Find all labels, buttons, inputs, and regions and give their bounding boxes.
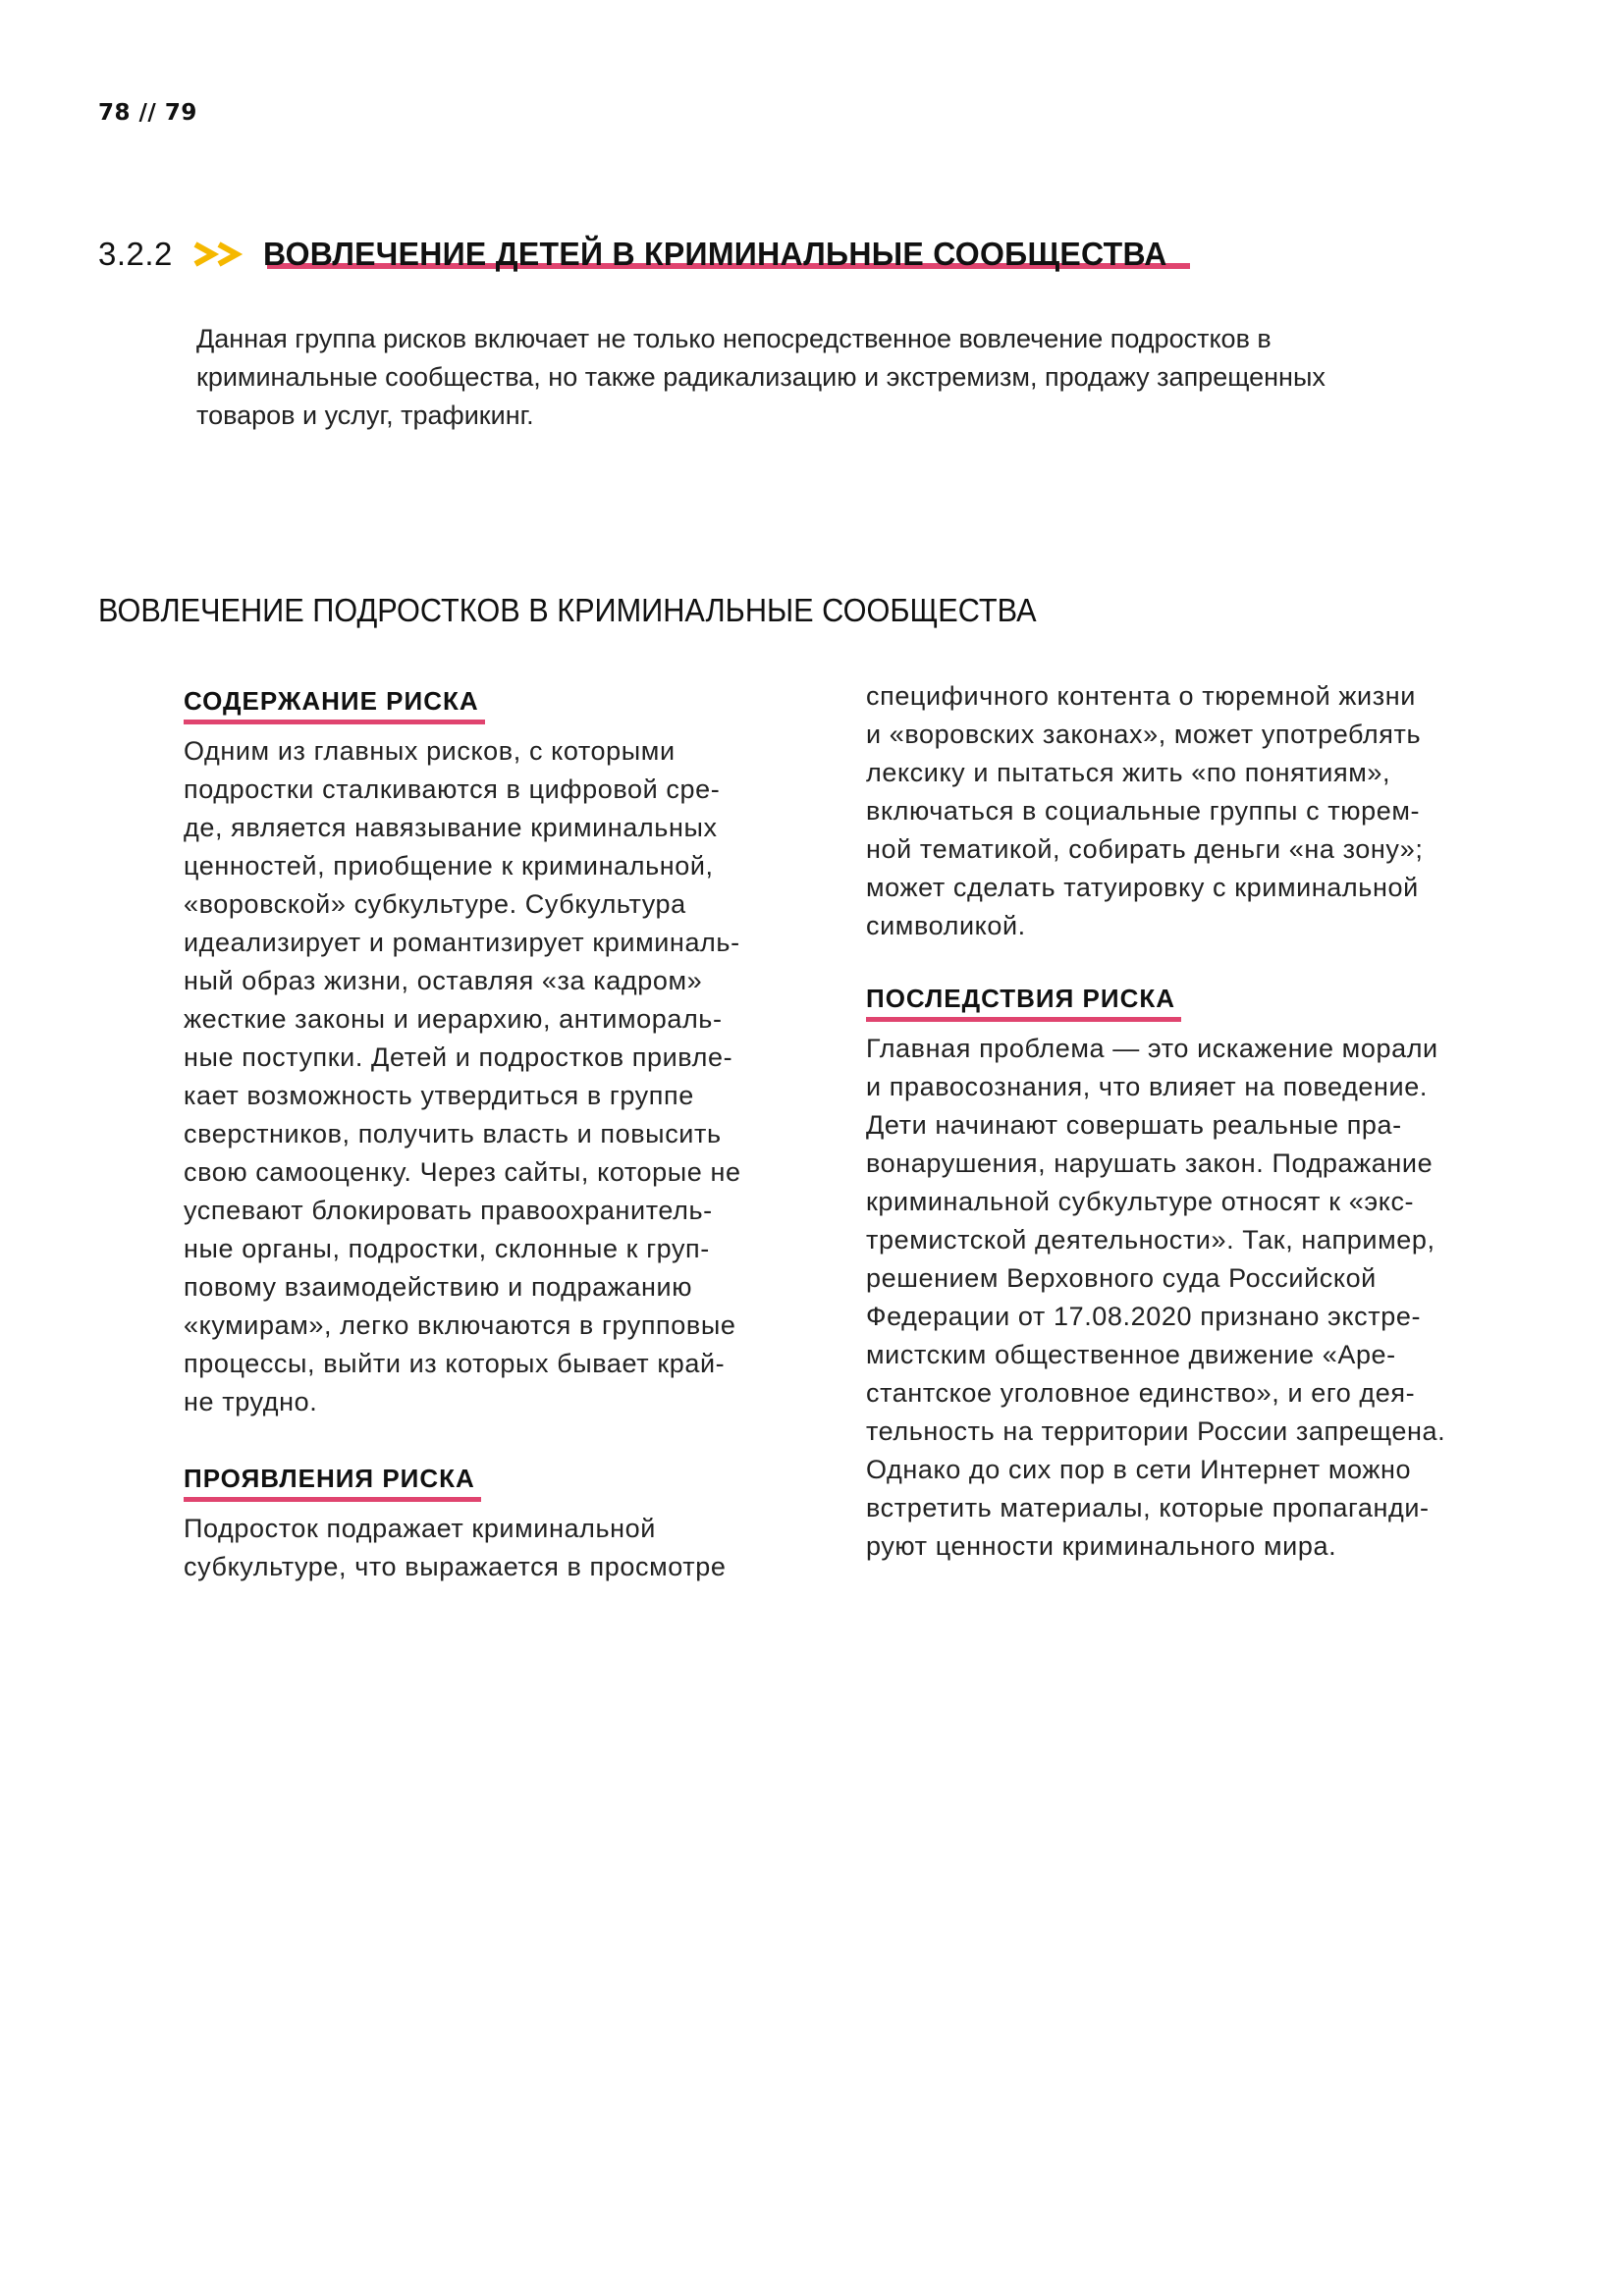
text-line: мистским общественное движение «Аре- xyxy=(866,1340,1396,1369)
text-line: «кумирам», легко включаются в групповые xyxy=(184,1310,736,1340)
text-line: Дети начинают совершать реальные пра- xyxy=(866,1110,1402,1140)
text-line: включаться в социальные группы с тюрем- xyxy=(866,796,1421,826)
heading-underline xyxy=(184,1497,481,1502)
text-line: не трудно. xyxy=(184,1387,318,1416)
text-line: подростки сталкиваются в цифровой сре- xyxy=(184,774,721,804)
left-column xyxy=(184,683,812,1586)
text-line: Подросток подражает криминальной xyxy=(184,1514,656,1543)
text-line: Одним из главных рисков, с которыми xyxy=(184,736,676,766)
risk-content-text xyxy=(184,732,812,1421)
risk-content-block xyxy=(184,683,812,1421)
text-line: субкультуре, что выражается в просмотре xyxy=(184,1552,727,1581)
double-chevron-right-icon xyxy=(192,240,244,269)
text-line: Однако до сих пор в сети Интернет можно xyxy=(866,1455,1412,1484)
risk-consequences-text xyxy=(866,1030,1494,1566)
right-column xyxy=(866,683,1494,1566)
text-line: тремистской деятельности». Так, например, xyxy=(866,1225,1435,1255)
intro-line: товаров и услуг, трафикинг. xyxy=(196,400,534,430)
text-line: повому взаимодействию и подражанию xyxy=(184,1272,693,1302)
heading-underline xyxy=(866,1017,1181,1022)
text-line: специфичного контента о тюремной жизни xyxy=(866,681,1416,711)
text-line: криминальной субкультуре относят к «экс- xyxy=(866,1187,1415,1216)
text-line: и «воровских законах», может употреблять xyxy=(866,720,1422,749)
text-line: процессы, выйти из которых бывает край- xyxy=(184,1349,726,1378)
text-line: успевают блокировать правоохранитель- xyxy=(184,1196,713,1225)
section-number: 3.2.2 xyxy=(98,236,173,272)
text-line: ные поступки. Детей и подростков привле- xyxy=(184,1042,733,1072)
text-line: кает возможность утвердиться в группе xyxy=(184,1081,694,1110)
heading-underline xyxy=(184,720,485,724)
subsection-title: ВОВЛЕЧЕНИЕ ПОДРОСТКОВ В КРИМИНАЛЬНЫЕ СООБЩЕСТВА xyxy=(98,592,1037,628)
section-heading xyxy=(98,230,1195,279)
risk-manifestations-text xyxy=(184,1510,812,1586)
text-line: лексику и пытаться жить «по понятиям», xyxy=(866,758,1391,787)
text-line: символикой. xyxy=(866,911,1026,940)
text-line: встретить материалы, которые пропаганди- xyxy=(866,1493,1430,1522)
text-line: ценностей, приобщение к криминальной, xyxy=(184,851,714,881)
heading-text: СОДЕРЖАНИЕ РИСКА xyxy=(184,686,479,716)
section-intro xyxy=(196,320,1492,435)
text-line: жесткие законы и иерархию, антимораль- xyxy=(184,1004,723,1034)
text-line: сверстников, получить власть и повысить xyxy=(184,1119,722,1148)
intro-line: криминальные сообщества, но также радикализацию и экстремизм, продажу запрещенных xyxy=(196,362,1326,392)
page-number: 78 // 79 xyxy=(98,100,197,126)
risk-consequences-heading xyxy=(866,981,1175,1016)
risk-consequences-block xyxy=(866,981,1494,1566)
heading-text: ПРОЯВЛЕНИЯ РИСКА xyxy=(184,1464,475,1493)
text-line: ной тематикой, собирать деньги «на зону»; xyxy=(866,834,1424,864)
text-line: Федерации от 17.08.2020 признано экстре- xyxy=(866,1302,1422,1331)
text-line: идеализирует и романтизирует криминаль- xyxy=(184,928,740,957)
section-title: ВОВЛЕЧЕНИЕ ДЕТЕЙ В КРИМИНАЛЬНЫЕ СООБЩЕСТВА xyxy=(262,236,1167,272)
text-line: руют ценности криминального мира. xyxy=(866,1531,1337,1561)
text-line: Главная проблема — это искажение морали xyxy=(866,1034,1438,1063)
risk-manifestations-block xyxy=(184,1461,812,1586)
intro-line: Данная группа рисков включает не только непосредственное вовлечение подростков в xyxy=(196,324,1272,353)
text-line: стантское уголовное единство», и его дея- xyxy=(866,1378,1416,1408)
text-line: вонарушения, нарушать закон. Подражание xyxy=(866,1148,1434,1178)
text-line: «воровской» субкультуре. Субкультура xyxy=(184,889,686,919)
risk-manifestations-text-continued xyxy=(866,677,1494,945)
text-line: тельность на территории России запрещена. xyxy=(866,1416,1446,1446)
text-line: ный образ жизни, оставляя «за кадром» xyxy=(184,966,703,995)
text-line: и правосознания, что влияет на поведение. xyxy=(866,1072,1428,1101)
text-line: ные органы, подростки, склонные к груп- xyxy=(184,1234,710,1263)
text-line: решением Верховного суда Российской xyxy=(866,1263,1377,1293)
text-line: свою самооценку. Через сайты, которые не xyxy=(184,1157,741,1187)
risk-content-heading xyxy=(184,683,479,719)
risk-manifestations-heading xyxy=(184,1461,475,1496)
text-line: де, является навязывание криминальных xyxy=(184,813,718,842)
heading-text: ПОСЛЕДСТВИЯ РИСКА xyxy=(866,984,1175,1013)
text-line: может сделать татуировку с криминальной xyxy=(866,873,1419,902)
